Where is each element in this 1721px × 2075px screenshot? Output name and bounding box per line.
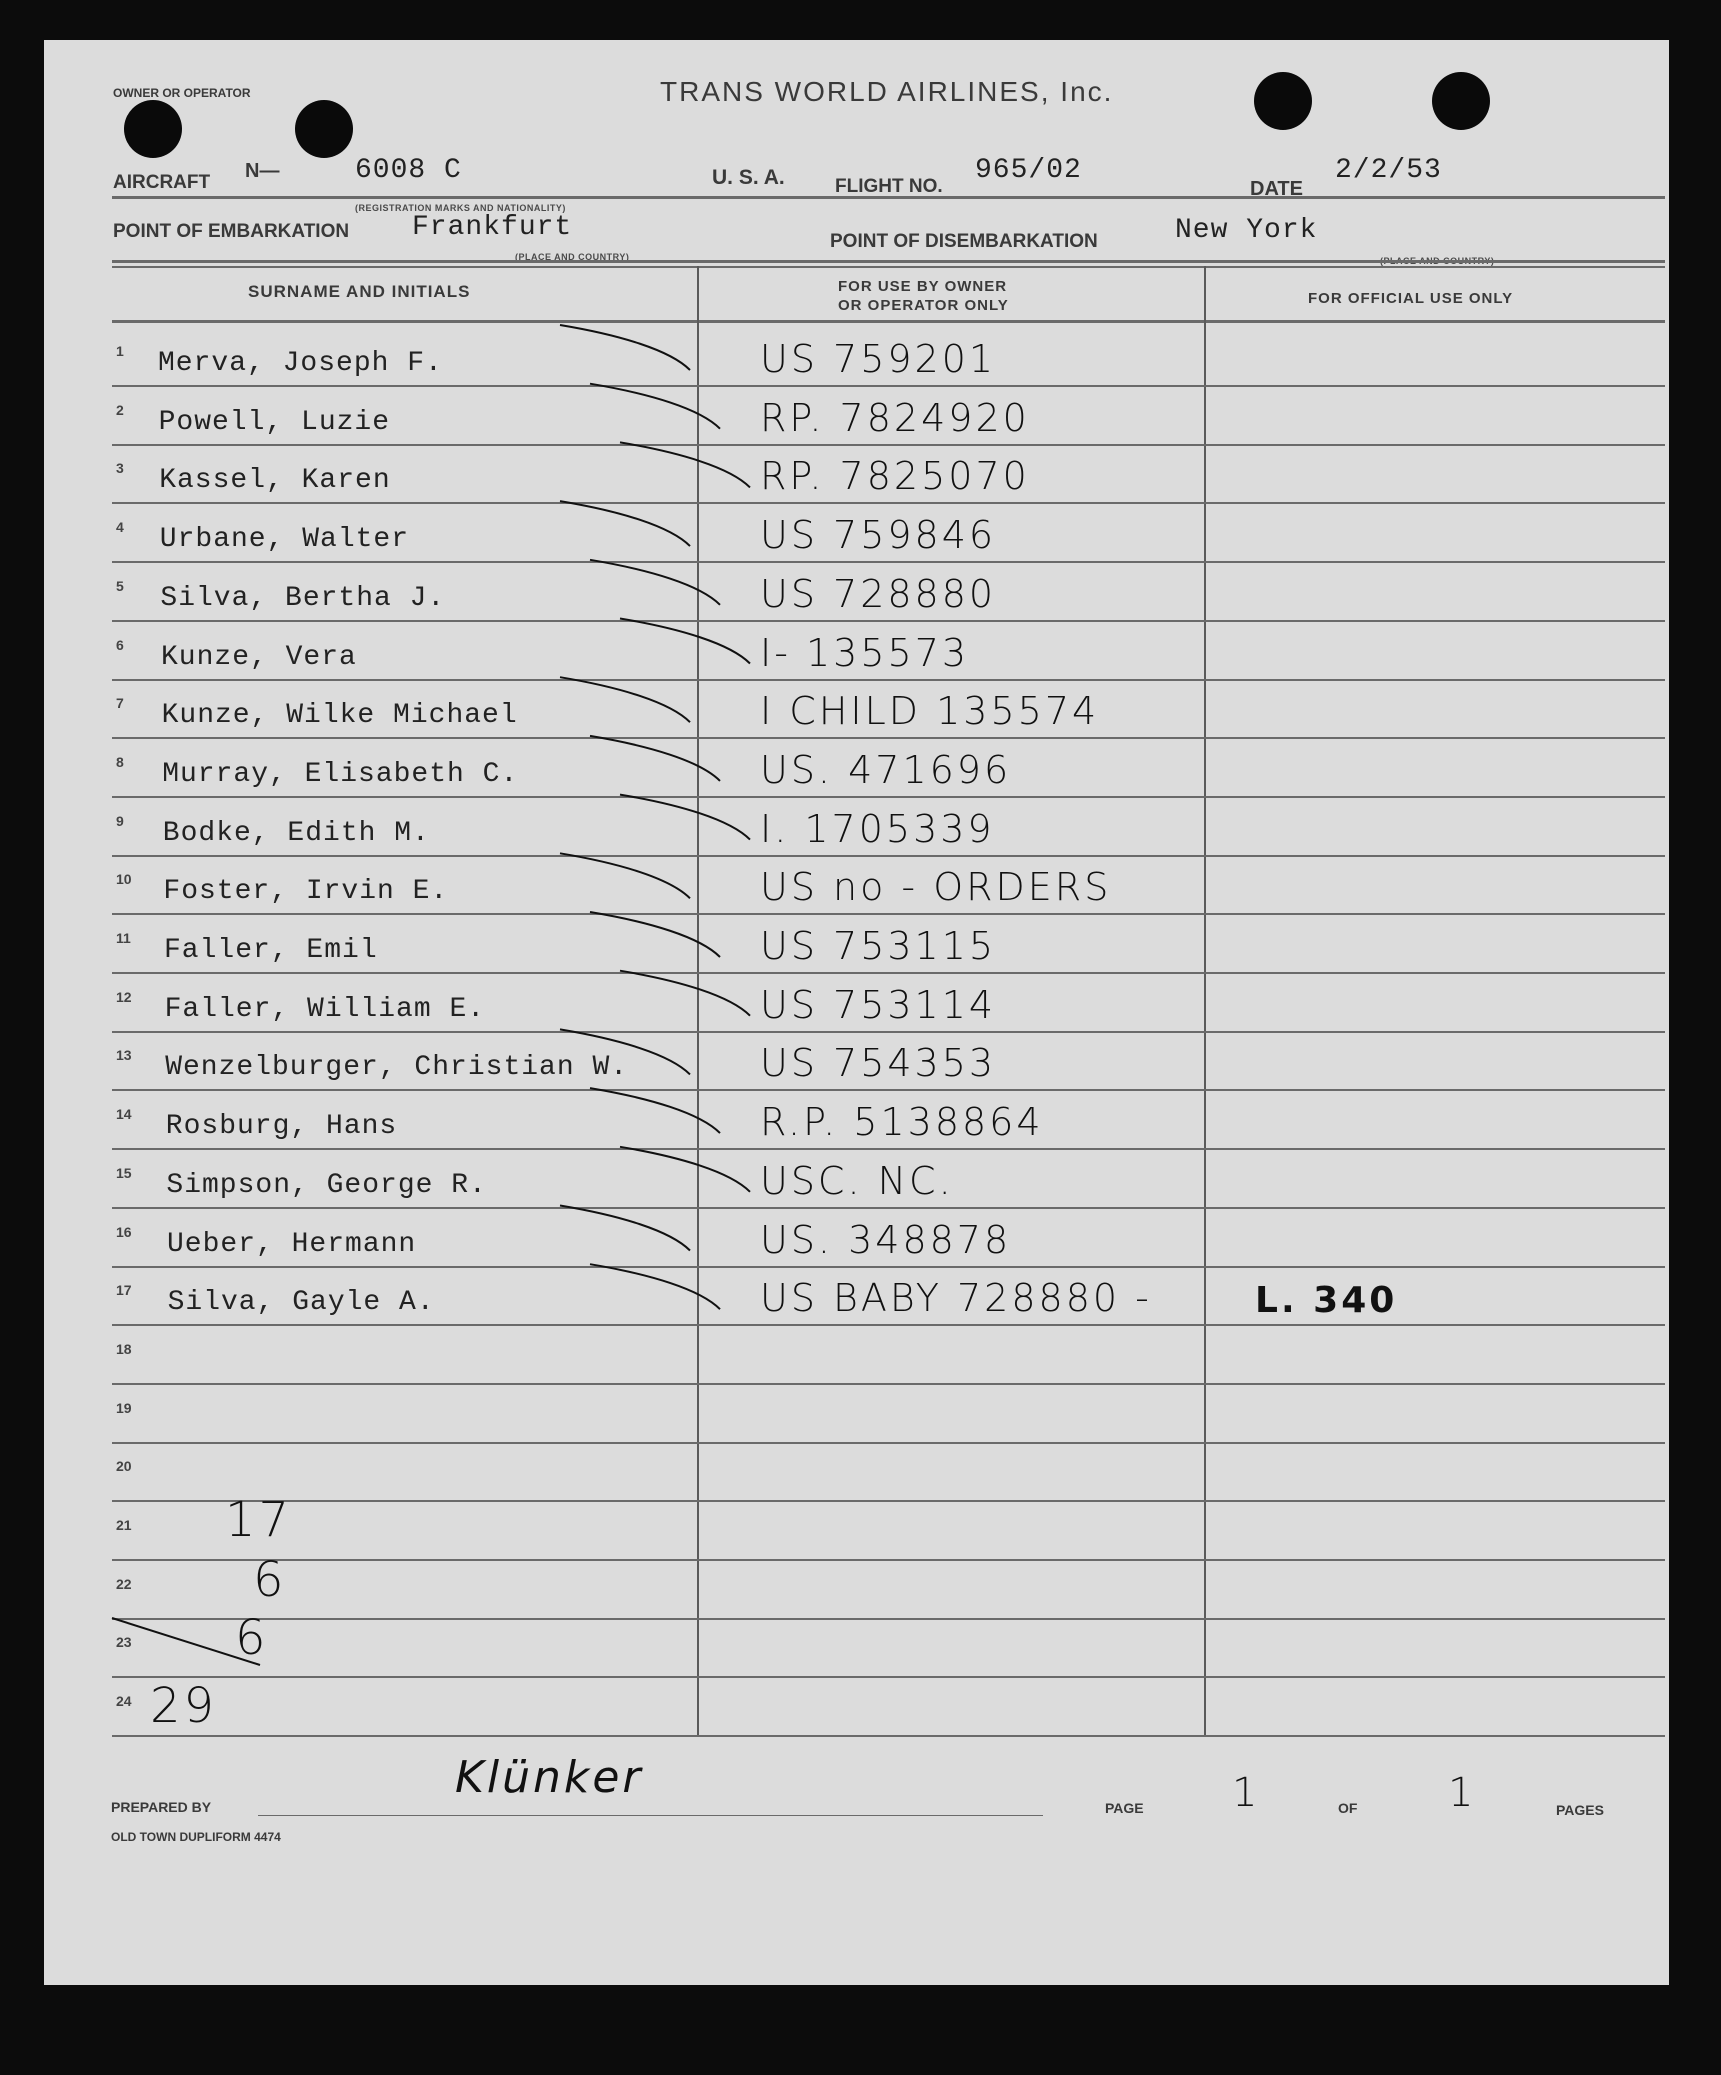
- document-number: US 759201: [760, 337, 997, 381]
- passenger-name: Urbane, Walter: [159, 524, 410, 555]
- row-number: 14: [116, 1106, 132, 1122]
- row-number: 20: [116, 1458, 132, 1474]
- page-label: PAGE: [1105, 1800, 1144, 1816]
- column-header-official: FOR OFFICIAL USE ONLY: [1308, 290, 1514, 307]
- passenger-name: Bodke, Edith M.: [162, 818, 430, 849]
- pages-label: PAGES: [1556, 1802, 1604, 1818]
- row-number: 18: [116, 1341, 132, 1357]
- row-number: 16: [116, 1224, 132, 1240]
- disembarkation-place: New York: [1175, 215, 1318, 246]
- document-number: I CHILD 135574: [760, 689, 1100, 733]
- disembarkation-note: (PLACE AND COUNTRY): [1380, 256, 1495, 266]
- check-mark: [620, 442, 750, 487]
- document-number: I. 1705339: [760, 807, 995, 851]
- passenger-name: Rosburg, Hans: [165, 1111, 398, 1142]
- document-number: USC. NC.: [760, 1159, 954, 1203]
- document-number: US 754353: [760, 1041, 997, 1085]
- passenger-name: Merva, Joseph F.: [158, 348, 443, 379]
- row-number: 22: [116, 1576, 132, 1592]
- document-number: US. 471696: [760, 748, 1012, 792]
- aircraft-label: AIRCRAFT: [113, 172, 211, 193]
- passenger-name: Powell, Luzie: [158, 407, 391, 438]
- check-mark: [620, 795, 750, 840]
- document-number: R.P. 5138864: [760, 1100, 1044, 1144]
- passenger-name: Kassel, Karen: [159, 465, 391, 496]
- passenger-name: Faller, Emil: [164, 935, 378, 966]
- passenger-name: Kunze, Vera: [161, 642, 357, 673]
- airline-name: TRANS WORLD AIRLINES, Inc.: [660, 76, 1114, 107]
- document-number: US BABY 728880 -: [760, 1276, 1152, 1320]
- registration-note: (REGISTRATION MARKS AND NATIONALITY): [355, 203, 566, 213]
- disembarkation-label: POINT OF DISEMBARKATION: [830, 231, 1098, 252]
- check-mark: [590, 384, 720, 429]
- date-label: DATE: [1250, 178, 1303, 200]
- check-mark: [620, 971, 750, 1016]
- row-number: 9: [116, 813, 124, 829]
- document-number: I- 135573: [760, 631, 970, 675]
- tally-total-b: 6: [253, 1552, 287, 1608]
- check-mark: [560, 853, 690, 898]
- document-number: US 728880: [760, 572, 997, 616]
- row-number: 6: [116, 637, 124, 653]
- aircraft-registration: 6008 C: [355, 155, 462, 186]
- document-number: US 753115: [760, 924, 997, 968]
- check-mark: [590, 736, 720, 781]
- embarkation-place: Frankfurt: [412, 212, 573, 243]
- check-mark: [590, 1088, 720, 1133]
- passenger-name: Simpson, George R.: [166, 1170, 487, 1201]
- row-number: 1: [116, 343, 124, 359]
- preparer-signature: Klünker: [455, 1752, 644, 1803]
- column-header-name: SURNAME AND INITIALS: [248, 282, 471, 301]
- flight-number: 965/02: [975, 155, 1082, 186]
- row-number: 23: [116, 1634, 132, 1650]
- row-number: 10: [116, 871, 132, 887]
- passenger-name: Foster, Irvin E.: [163, 876, 449, 907]
- of-label: OF: [1338, 1800, 1358, 1816]
- passenger-name: Wenzelburger, Christian W.: [165, 1052, 629, 1083]
- flight-date: 2/2/53: [1335, 155, 1442, 186]
- row-number: 4: [116, 519, 124, 535]
- check-mark: [560, 1029, 690, 1074]
- owner-label: OWNER OR OPERATOR: [113, 86, 251, 100]
- tally-total-d: 29: [150, 1678, 218, 1734]
- check-mark: [590, 1264, 720, 1309]
- row-number: 17: [116, 1282, 132, 1298]
- document-number: US 759846: [760, 513, 997, 557]
- nationality: U. S. A.: [712, 166, 785, 189]
- tally-strike: [112, 1618, 260, 1665]
- check-mark: [560, 325, 690, 370]
- row-number: 5: [116, 578, 124, 594]
- document-number: US. 348878: [760, 1218, 1012, 1262]
- row-number: 24: [116, 1693, 132, 1709]
- passenger-name: Kunze, Wilke Michael: [161, 700, 518, 731]
- check-mark: [590, 560, 720, 605]
- document-number: RP. 7824920: [760, 396, 1030, 440]
- check-mark: [620, 619, 750, 664]
- check-mark: [590, 912, 720, 957]
- column-header-owner: FOR USE BY OWNER: [838, 278, 1008, 295]
- official-use-entry: L. 340: [1255, 1280, 1398, 1321]
- flight-label: FLIGHT NO.: [835, 176, 943, 197]
- row-number: 7: [116, 695, 124, 711]
- row-number: 15: [116, 1165, 132, 1181]
- row-number: 8: [116, 754, 124, 770]
- row-number: 3: [116, 460, 124, 476]
- pages-number: 1: [1448, 1770, 1477, 1816]
- embarkation-label: POINT OF EMBARKATION: [113, 221, 350, 242]
- tally-total-c: 6: [235, 1610, 269, 1666]
- tally-total-a: 17: [225, 1492, 293, 1548]
- check-mark: [560, 501, 690, 546]
- document-number: RP. 7825070: [760, 454, 1030, 498]
- row-number: 2: [116, 402, 124, 418]
- row-number: 11: [116, 930, 131, 946]
- document-number: US no - ORDERS: [760, 865, 1112, 909]
- embarkation-note: (PLACE AND COUNTRY): [515, 252, 630, 262]
- prepared-by-label: PREPARED BY: [111, 1799, 212, 1815]
- column-header-owner-2: OR OPERATOR ONLY: [838, 297, 1009, 314]
- passenger-name: Silva, Bertha J.: [160, 583, 446, 614]
- row-number: 21: [116, 1517, 132, 1533]
- passenger-name: Murray, Elisabeth C.: [162, 759, 519, 790]
- check-mark: [620, 1147, 750, 1192]
- passenger-name: Silva, Gayle A.: [167, 1287, 435, 1318]
- passenger-name: Ueber, Hermann: [167, 1229, 417, 1260]
- check-mark: [560, 677, 690, 722]
- check-mark: [560, 1206, 690, 1251]
- row-number: 19: [116, 1400, 132, 1416]
- page-number: 1: [1232, 1770, 1261, 1816]
- passenger-name: Faller, William E.: [164, 994, 486, 1025]
- aircraft-prefix: N—: [245, 160, 280, 182]
- row-number: 12: [116, 989, 132, 1005]
- document-number: US 753114: [760, 983, 997, 1027]
- form-id: OLD TOWN DUPLIFORM 4474: [111, 1830, 281, 1844]
- row-number: 13: [116, 1047, 132, 1063]
